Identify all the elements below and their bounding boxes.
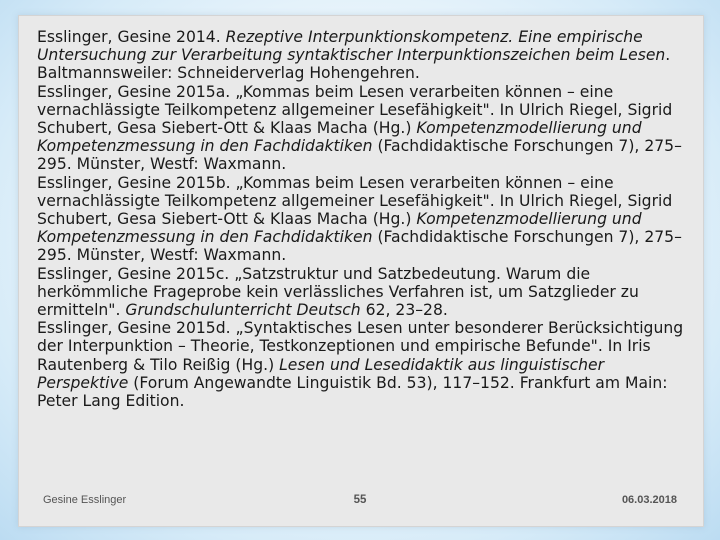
reference-text: 62, 23–28. [360, 301, 448, 320]
reference-text: Esslinger, Gesine 2014. [37, 28, 226, 46]
reference-text: Esslinger, Gesine 2015d. „Syntaktisches Lesen unter besonderer Berücksichtigung der Interpunktion – Theorie, Testkonzeptionen und empirische Befunde". In Iris Rautenberg & Tilo Reißig (Hg.) [37, 319, 684, 374]
reference-entry [37, 174, 697, 265]
reference-text: Esslinger, Gesine 2015c. „Satzstruktur und Satzbedeutung. Warum die herkömmliche Frageprobe kein verlässliches Verfahren ist, um Satzglieder zu ermitteln". [37, 264, 639, 320]
reference-text: Esslinger, Gesine 2015b. „Kommas beim Lesen verarbeiten können – eine vernachlässigte Teilkompetenz allgemeiner Lesefähigkeit". In Ulrich Riegel, Sigrid Schubert, Gesa Siebert-Ott & Klaas Macha (Hg.) [37, 173, 673, 229]
reference-text: Esslinger, Gesine 2015a. „Kommas beim Lesen verarbeiten können – eine vernachlässigte Teilkompetenz allgemeiner Lesefähigkeit". In Ulrich Riegel, Sigrid Schubert, Gesa Siebert-Ott & Klaas Macha (Hg.) [37, 82, 673, 138]
reference-list [37, 28, 697, 410]
reference-entry [37, 83, 697, 174]
footer-date: 06.03.2018 [621, 494, 677, 506]
reference-entry [37, 319, 697, 410]
reference-title: Grundschulunterricht Deutsch [125, 301, 361, 320]
footer-page-number: 55 [353, 494, 367, 506]
reference-text: (Fachdidaktische Forschungen 7), 275–295. Münster, Westf: Waxmann. [37, 137, 682, 174]
reference-title: Kompetenzmodellierung und Kompetenzmessung in den Fachdidaktiken [37, 119, 642, 156]
reference-entry [37, 28, 697, 83]
reference-title: Lesen und Lesedidaktik aus linguistischer Perspektive [37, 355, 605, 392]
footer-author: Gesine Esslinger [43, 494, 127, 506]
reference-entry [37, 265, 697, 320]
reference-text: (Forum Angewandte Linguistik Bd. 53), 117–152. Frankfurt am Main: Peter Lang Edition. [37, 373, 668, 411]
reference-text: (Fachdidaktische Forschungen 7), 275–295. Münster, Westf: Waxmann. [37, 228, 682, 265]
reference-title: Rezeptive Interpunktionskompetenz. Eine empirische Untersuchung zur Verarbeitung syntaktischer Interpunktionszeichen beim Lesen [37, 28, 666, 65]
reference-title: Kompetenzmodellierung und Kompetenzmessung in den Fachdidaktiken [37, 210, 642, 247]
reference-text: . Baltmannsweiler: Schneiderverlag Hohengehren. [37, 46, 671, 83]
